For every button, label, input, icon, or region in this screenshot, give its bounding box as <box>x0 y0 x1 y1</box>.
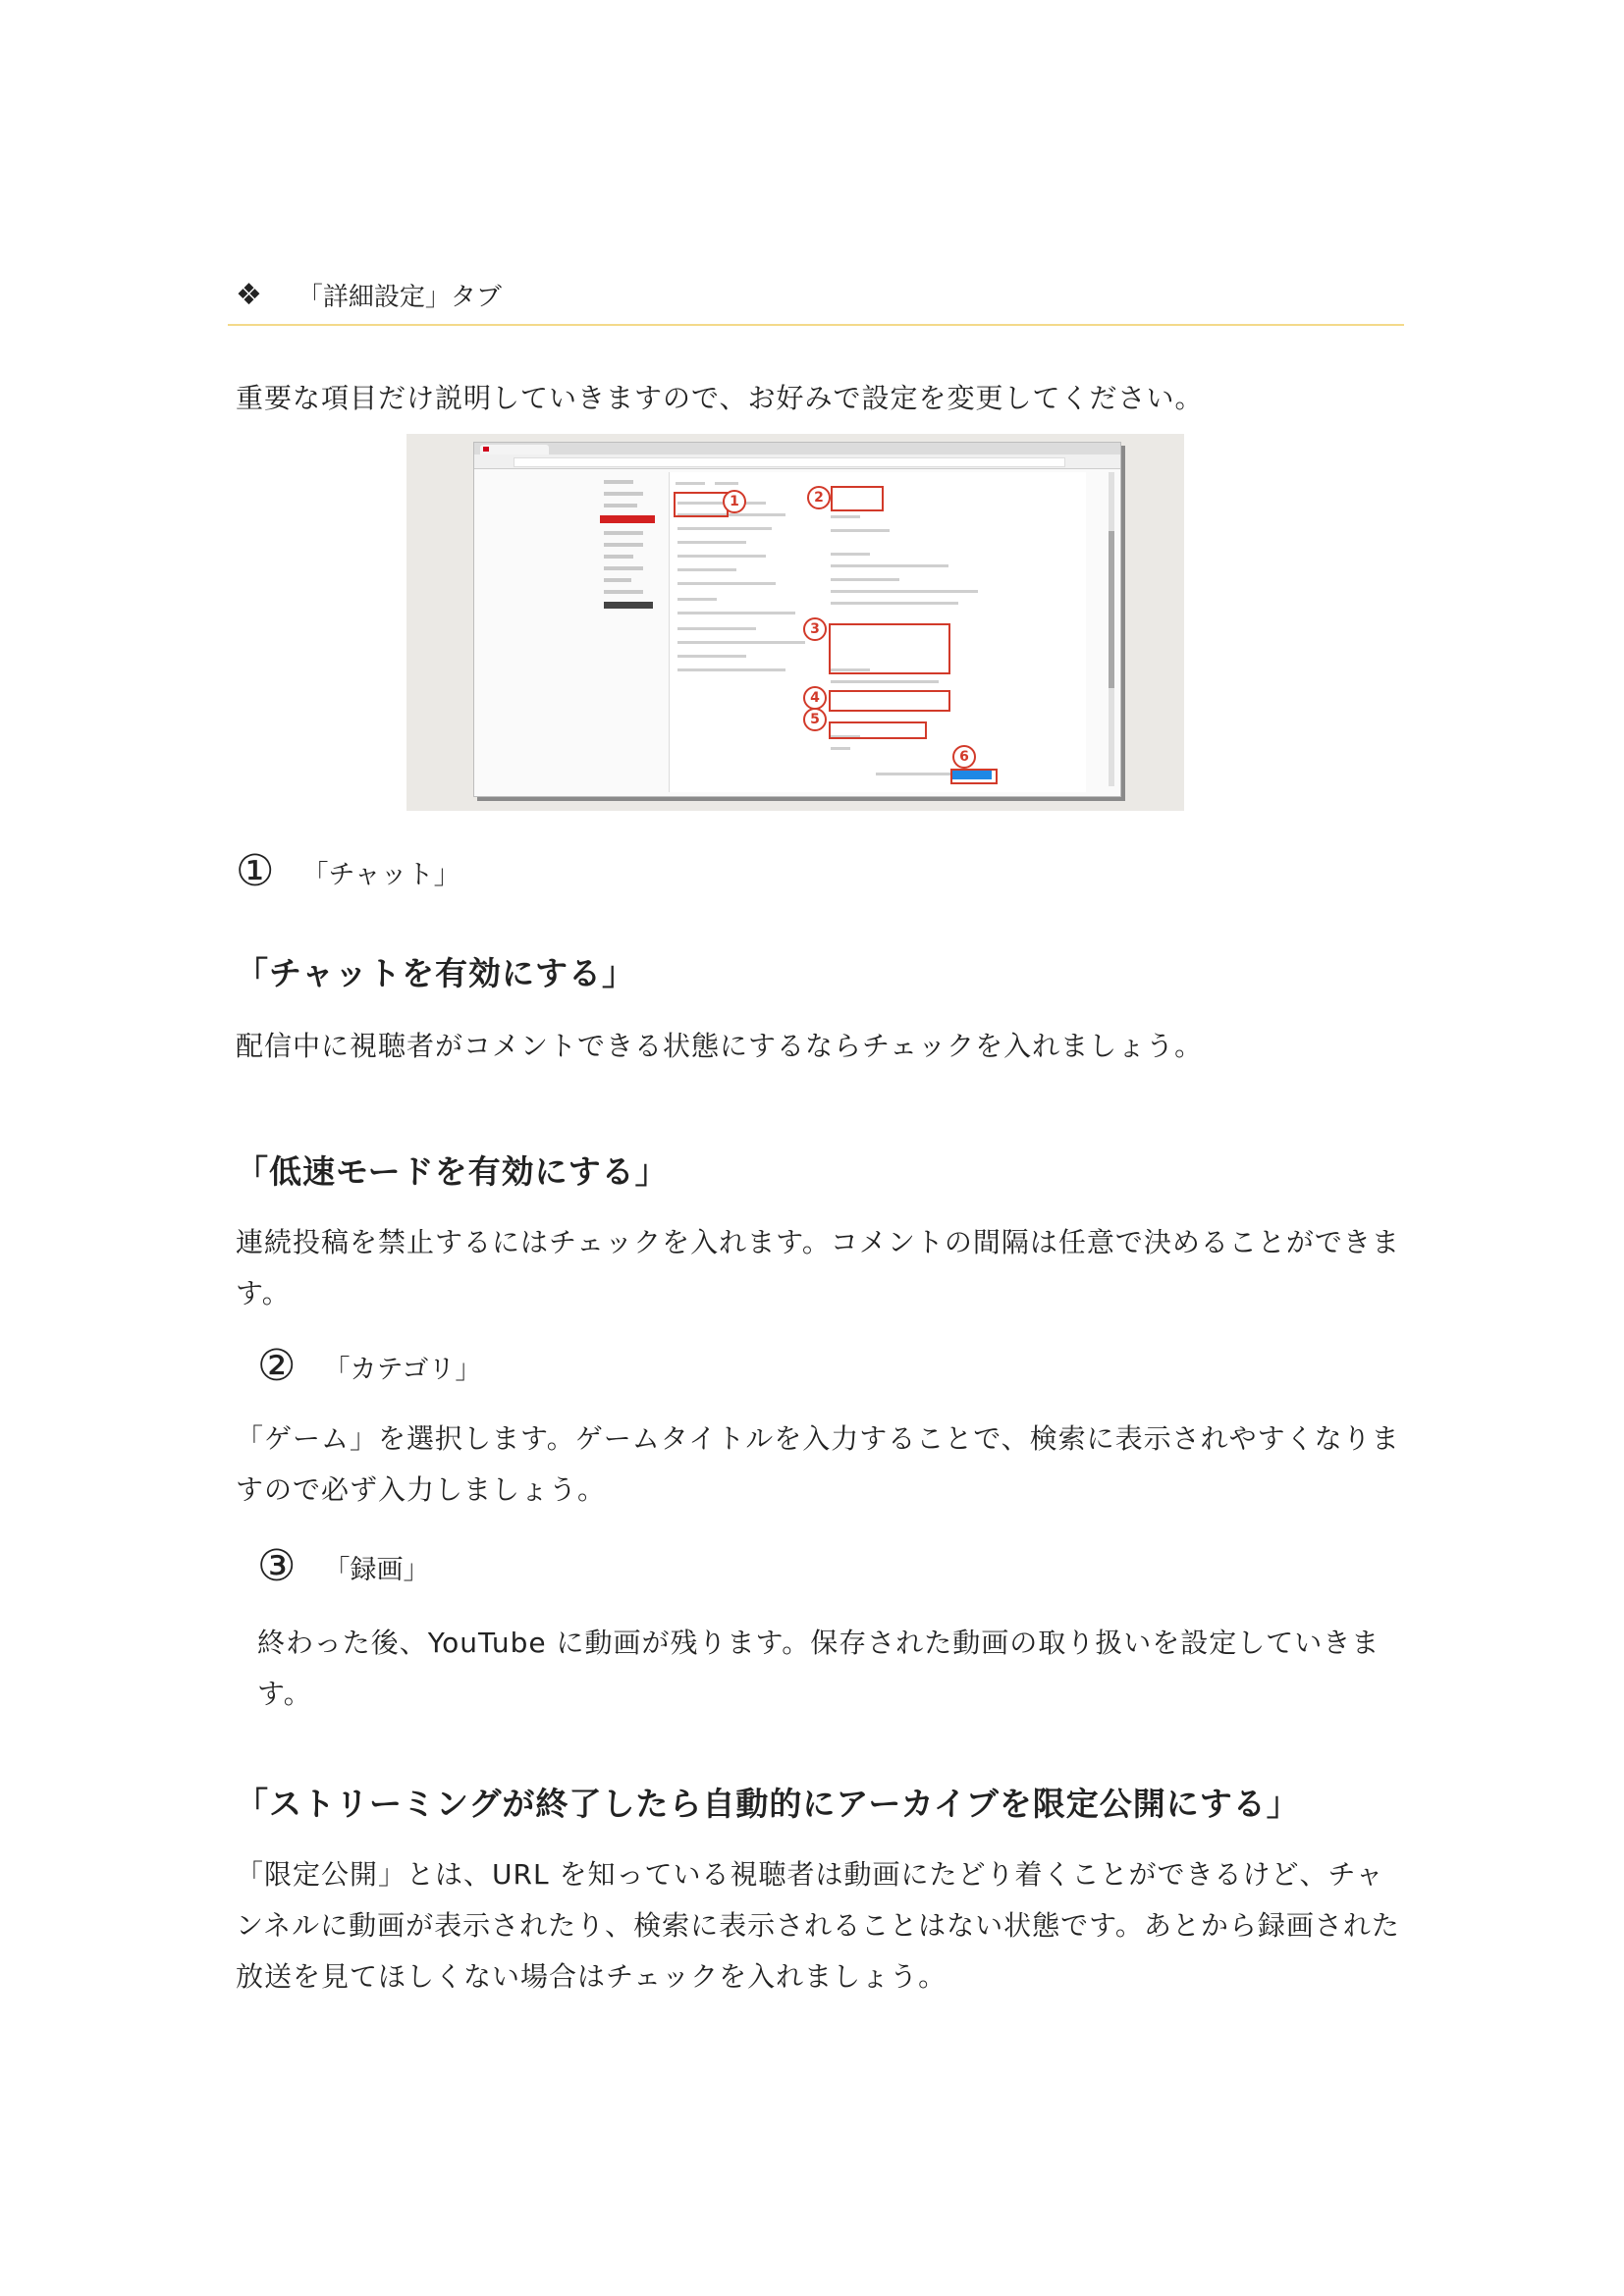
highlight-box-5 <box>829 721 927 739</box>
marker-6: 6 <box>952 745 976 769</box>
circle-number-3: ③ <box>257 1541 297 1591</box>
save-button-image <box>952 771 992 779</box>
browser-window <box>473 442 1121 797</box>
browser-tab <box>480 445 549 454</box>
address-bar <box>474 454 1120 469</box>
studio-sidebar <box>600 472 665 767</box>
item-recording <box>257 1541 430 1591</box>
item-category-label: 「カテゴリ」 <box>323 1354 482 1385</box>
category-highlight-box <box>831 486 884 511</box>
archive-heading: 「ストリーミングが終了したら自動的にアーカイブを限定公開にする」 <box>236 1785 1300 1823</box>
title-underline <box>228 324 1404 326</box>
chat-highlight-box <box>674 492 729 517</box>
slow-mode-heading: 「低速モードを有効にする」 <box>236 1152 669 1191</box>
browser-titlebar <box>474 443 1120 454</box>
slow-mode-paragraph: 連続投稿を禁止するにはチェックを入れます。コメントの間隔は任意で決めることができます。 <box>236 1226 1400 1309</box>
item-chat <box>236 846 460 896</box>
scrollbar <box>1109 472 1114 786</box>
category-paragraph: 「ゲーム」を選択します。ゲームタイトルを入力することで、検索に表示されやすくなりますので必ず入力しましょう。 <box>236 1422 1400 1506</box>
chat-paragraph: 配信中に視聴者がコメントできる状態にするならチェックを入れましょう。 <box>236 1030 1204 1062</box>
youtube-icon <box>483 447 489 452</box>
item-chat-label: 「チャット」 <box>301 859 460 890</box>
marker-4: 4 <box>803 686 827 710</box>
section-title-text: 「詳細設定」タブ <box>297 283 502 312</box>
archive-paragraph: 「限定公開」とは、URL を知っている視聴者は動画にたどり着くことができるけど、チャンネルに動画が表示されたり、検索に表示されることはない状態です。あとから録画された放送を見てほしくない場合はチェックを入れましょう。 <box>236 1858 1400 1993</box>
marker-1: 1 <box>723 490 746 513</box>
circle-number-2: ② <box>257 1341 297 1391</box>
intro-paragraph: 重要な項目だけ説明していきますので、お好みで設定を変更してください。 <box>236 382 1204 414</box>
marker-3: 3 <box>803 617 827 641</box>
item-recording-label: 「録画」 <box>323 1554 430 1585</box>
advanced-settings-panel <box>669 472 1086 792</box>
marker-5: 5 <box>803 708 827 731</box>
settings-screenshot <box>406 434 1184 811</box>
marker-2: 2 <box>807 486 831 509</box>
item-category <box>257 1341 482 1391</box>
recording-highlight-box <box>829 623 950 674</box>
recording-paragraph: 終わった後、YouTube に動画が残ります。保存された動画の取り扱いを設定していきます。 <box>257 1627 1380 1710</box>
chat-heading: 「チャットを有効にする」 <box>236 954 636 992</box>
circle-number-1: ① <box>236 846 275 896</box>
section-title <box>236 277 502 313</box>
highlight-box-4 <box>829 690 950 712</box>
diamond-icon: ❖ <box>236 278 262 312</box>
